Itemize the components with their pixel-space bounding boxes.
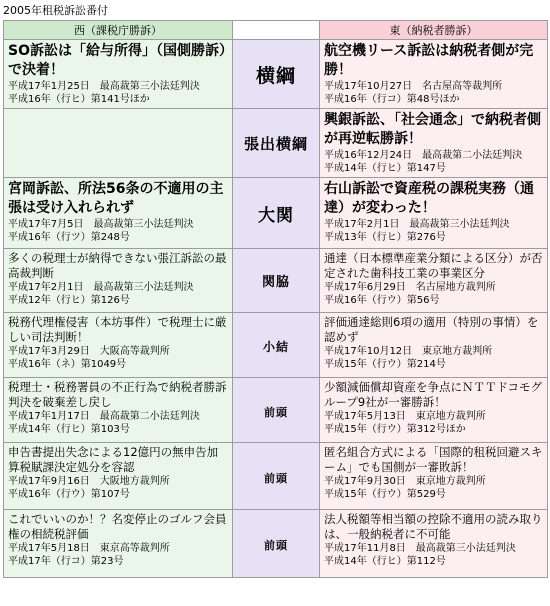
rank-label: 前頭 [264,539,288,552]
case-title: 宮岡訴訟、所法56条の不適用の主張は受け入れられず [8,181,224,216]
case-title: これでいいのか！？名変停止のゴルフ会員権の相続税評価 [8,512,227,541]
case-date-court: 平成17年5月18日 東京高等裁判所 [8,543,170,554]
table-row [4,378,548,443]
table-row [4,313,548,378]
case-date-court: 平成16年12月24日 最高裁第二小法廷判決 [324,150,523,161]
rank-label: 前頭 [264,405,288,419]
east-case-cell [320,378,548,443]
rank-cell [233,178,320,249]
west-header: 西（課税庁勝訴） [4,21,233,40]
case-number: 平成14年（行ヒ）第147号 [324,163,446,174]
table-row [4,109,548,178]
rank-cell [233,109,320,178]
case-number: 平成16年（行ヒ）第141号ほか [8,94,150,105]
case-number: 平成16年（行ウ）第107号 [8,489,130,500]
west-case-cell-empty [4,109,233,178]
case-number: 平成16年（ネ）第1049号 [8,359,127,370]
banzuke-table [3,20,548,578]
case-number: 平成16年（行ツ）第248号 [8,232,130,243]
rank-label: 小結 [262,339,289,354]
case-date-court: 平成17年10月12日 東京地方裁判所 [324,346,493,357]
case-title: 匿名組合方式による「国際的租税回避スキーム」でも国側が一審敗訴！ [324,445,543,474]
case-date-court: 平成17年1月17日 最高裁第二小法廷判決 [8,411,200,422]
rank-cell [233,249,320,313]
west-case-cell [4,178,233,249]
case-number: 平成16年（行コ）第48号ほか [324,94,460,105]
header-row [4,21,548,40]
case-date-court: 平成17年9月16日 大阪地方裁判所 [8,476,170,487]
case-title: 興銀訴訟、「社会通念」で納税者側が再逆転勝訴！ [324,112,541,147]
east-case-cell [320,249,548,313]
rank-label: 前頭 [264,471,288,485]
rank-label: 張出横綱 [243,134,308,153]
west-case-cell [4,443,233,510]
east-case-cell [320,510,548,578]
case-number: 平成12年（行ヒ）第126号 [8,295,130,306]
case-title: SO訴訟は「給与所得」（国側勝訴）で決着！ [8,43,226,78]
west-case-cell [4,378,233,443]
case-date-court: 平成17年10月27日 名古屋高等裁判所 [324,81,503,92]
case-title: 評価通達総則6項の適用（特別の事情）を認めず [324,315,539,344]
west-case-cell [4,313,233,378]
case-date-court: 平成17年6月29日 名古屋地方裁判所 [324,282,496,293]
case-date-court: 平成17年1月25日 最高裁第三小法廷判決 [8,81,200,92]
case-number: 平成15年（行ウ）第214号 [324,359,446,370]
case-title: 右山訴訟で資産税の課税実務（通達）が変わった！ [324,181,534,216]
rank-cell [233,510,320,578]
case-title: 税理士・税務署員の不正行為で納税者勝訴判決を破棄差し戻し [8,380,227,409]
rank-cell [233,443,320,510]
rank-header [233,21,320,40]
page-title: 2005年租税訴訟番付 [3,4,108,17]
rank-cell [233,378,320,443]
rank-cell [233,313,320,378]
east-case-cell [320,313,548,378]
rank-label: 横綱 [255,64,296,87]
rank-label: 大関 [258,205,294,226]
table-row [4,510,548,578]
table-row [4,40,548,109]
table-row [4,178,548,249]
case-number: 平成13年（行ヒ）第276号 [324,232,446,243]
case-date-court: 平成17年5月13日 東京地方裁判所 [324,411,486,422]
east-header: 東（納税者勝訴） [320,21,548,40]
west-case-cell [4,510,233,578]
case-number: 平成14年（行ヒ）第103号 [8,424,130,435]
table-row [4,443,548,510]
case-number: 平成14年（行ヒ）第112号 [324,556,446,567]
east-case-cell [320,178,548,249]
case-date-court: 平成17年2月1日 最高裁第三小法廷判決 [324,219,510,230]
case-title: 申告書提出失念による12億円の無申告加算税賦課決定処分を容認 [8,445,219,474]
case-number: 平成16年（行ウ）第56号 [324,295,440,306]
case-number: 平成15年（行ウ）第529号 [324,489,446,500]
case-title: 多くの税理士が納得できない張江訴訟の最高裁判断 [8,251,227,280]
case-title: 法人税額等相当額の控除不適用の読み取りは、一般納税者に不可能 [324,512,543,541]
east-case-cell [320,443,548,510]
case-title: 税務代理権侵害（本坊事件）で税理士に厳しい司法判断！ [8,315,227,344]
case-date-court: 平成17年3月29日 大阪高等裁判所 [8,346,170,357]
east-case-cell [320,109,548,178]
case-date-court: 平成17年9月30日 東京地方裁判所 [324,476,486,487]
west-case-cell [4,40,233,109]
case-title: 少額減価償却資産を争点にＮＴＴドコモグループ9社が一審勝訴！ [324,380,543,409]
case-title: 通達（日本標準産業分類による区分）が否定された歯科技工業の事業区分 [324,251,543,280]
west-case-cell [4,249,233,313]
case-number: 平成17年（行コ）第23号 [8,556,124,567]
east-case-cell [320,40,548,109]
case-date-court: 平成17年2月1日 最高裁第三小法廷判決 [8,282,194,293]
case-title: 航空機リース訴訟は納税者側が完勝！ [324,43,534,78]
rank-cell [233,40,320,109]
case-number: 平成15年（行ウ）第312号ほか [324,424,466,435]
case-date-court: 平成17年7月5日 最高裁第三小法廷判決 [8,219,194,230]
table-row [4,249,548,313]
rank-label: 関脇 [261,275,290,290]
case-date-court: 平成17年11月8日 最高裁第三小法廷判決 [324,543,516,554]
